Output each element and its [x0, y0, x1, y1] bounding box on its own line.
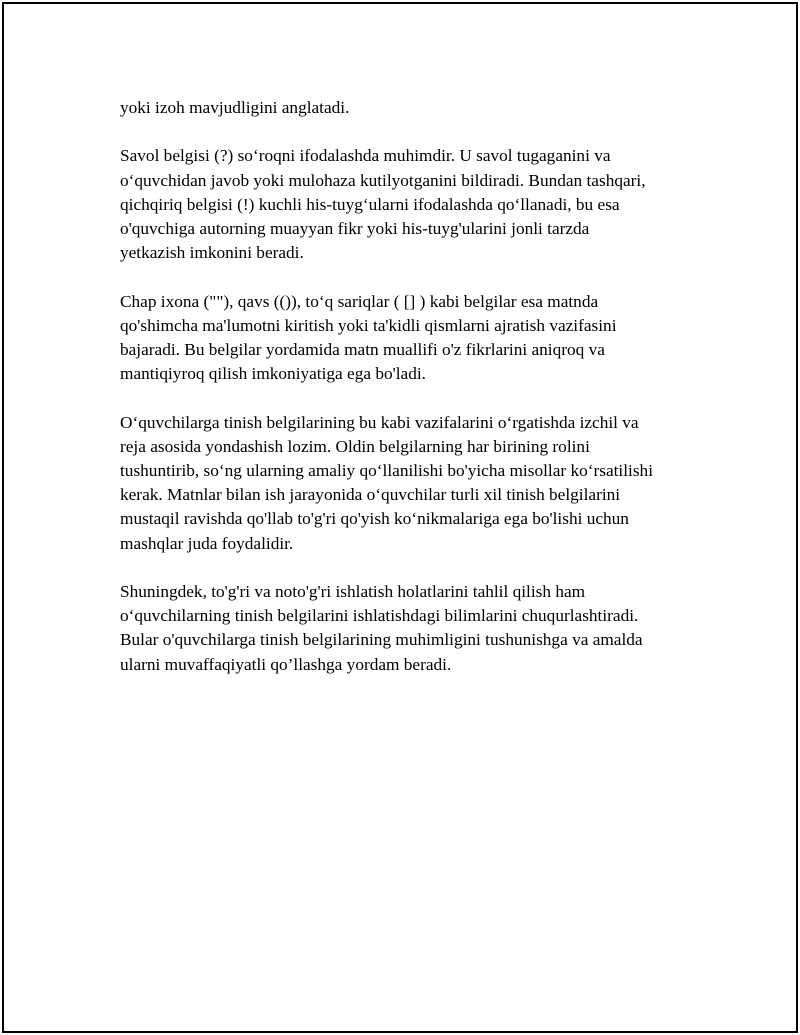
- text-line: mustaqil ravishda qo'llab to'g'ri qo'yish ko‘nikmalariga ega bo'lishi uchun: [120, 509, 629, 529]
- text-line: kerak. Matnlar bilan ish jarayonida o‘quvchilar turli xil tinish belgilarini: [120, 485, 621, 505]
- paragraph-5: [120, 580, 720, 677]
- document-body: [120, 96, 720, 701]
- text-line: mantiqiyroq qilish imkoniyatiga ega bo'ladi.: [120, 364, 426, 384]
- text-line: O‘quvchilarga tinish belgilarining bu kabi vazifalarini o‘rgatishda izchil va: [120, 412, 639, 432]
- text-line: o‘quvchidan javob yoki mulohaza kutilyotganini bildiradi. Bundan tashqari,: [120, 170, 646, 190]
- paragraph-4: [120, 411, 720, 556]
- text-line: qo'shimcha ma'lumotni kiritish yoki ta'kidli qismlarni ajratish vazifasini: [120, 315, 617, 335]
- text-line: Chap ixona (""), qavs (()), to‘q sariqlar ( [] ) kabi belgilar esa matnda: [120, 291, 599, 311]
- page-frame: [2, 2, 798, 1033]
- text-line: ularni muvaffaqiyatli qo’llashga yordam beradi.: [120, 654, 452, 674]
- text-line: o'quvchiga autorning muayyan fikr yoki his-tuyg'ularini jonli tarzda: [120, 219, 590, 238]
- text-line: o‘quvchilarning tinish belgilarini ishlatishdagi bilimlarini chuqurlashtiradi.: [120, 606, 639, 626]
- text-line: reja asosida yondashish lozim. Oldin belgilarning har birining rolini: [120, 436, 590, 456]
- text-line: mashqlar juda foydalidir.: [120, 533, 294, 553]
- text-line: tushuntirib, so‘ng ularning amaliy qo‘llanilishi bo'yicha misollar ko‘rsatilishi: [120, 461, 654, 480]
- text-line: qichqiriq belgisi (!) kuchli his-tuyg‘ularni ifodalashda qo‘llanadi, bu esa: [120, 194, 620, 214]
- paragraph-3: [120, 290, 720, 387]
- text-line: yetkazish imkonini beradi.: [120, 243, 304, 263]
- text-line: yoki izoh mavjudligini anglatadi.: [120, 98, 350, 117]
- paragraph-2: [120, 144, 720, 265]
- text-line: Shuningdek, to'g'ri va noto'g'ri ishlatish holatlarini tahlil qilish ham: [120, 582, 586, 601]
- text-line: Savol belgisi (?) so‘roqni ifodalashda muhimdir. U savol tugaganini va: [120, 146, 611, 166]
- text-line: bajaradi. Bu belgilar yordamida matn muallifi o'z fikrlarini aniqroq va: [120, 340, 605, 359]
- paragraph-1: [120, 96, 720, 120]
- text-line: Bular o'quvchilarga tinish belgilarining muhimligini tushunishga va amalda: [120, 630, 643, 650]
